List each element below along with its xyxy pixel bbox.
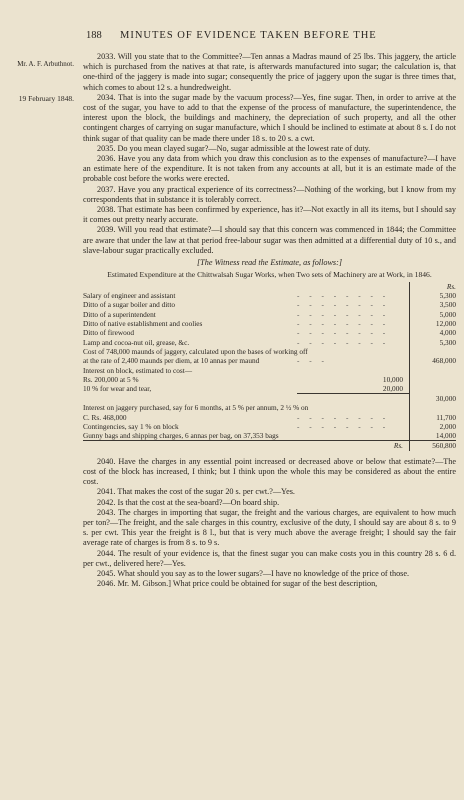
margin-date: 19 February 1848.: [18, 94, 74, 103]
row-value: 10,000: [382, 374, 403, 384]
question-2039: 2039. Will you read that estimate?—I should say that this concern was commenced in 1844; the Committee are aware that under the law at that period free-labour sugar was then admitted at a differential duty of 10 s., and slave-labour sugar practically excluded.: [83, 225, 456, 255]
row-label: Contingencies, say 1 % on block: [83, 421, 179, 431]
table-row: Lamp and cocoa-nut oil, grease, &c. - - - - - - - - 5,300: [83, 337, 456, 347]
question-2044: 2044. The result of your evidence is, that the finest sugar you can make costs you in this country 28 s. 6 d. per cwt., delivered here?—Yes.: [83, 548, 456, 568]
table-row: [83, 394, 456, 403]
table-row: Salary of engineer and assistant - - - - - - - - 5,300: [83, 291, 456, 301]
table-row: [83, 282, 456, 291]
row-label: Interest on block, estimated to cost—: [83, 365, 193, 375]
unit-header: Rs.: [410, 282, 457, 291]
row-amount: 5,000: [410, 310, 457, 319]
page-number: 188: [86, 30, 102, 41]
question-2042: 2042. Is that the cost at the sea-board?—On board ship.: [97, 497, 280, 507]
row-amount: 5,300: [410, 338, 457, 347]
reading-note: [The Witness read the Estimate, as follows:]: [196, 258, 343, 268]
question-2033: 2033. Will you state that to the Committee?—Ten annas a Madras maund of 25 lbs. This jaggery, the article which is purchased from the natives at that rate, is afterwards manufactured into sugar; the calculation is, that one-third of the jaggery is made into sugar; consequently the price of jaggery upon the sugar is three times that, which comes to about 12 s. a hundredweight.: [83, 52, 456, 92]
row-label: Lamp and cocoa-nut oil, grease, &c.: [83, 337, 190, 347]
question-2035: 2035. Do you mean clayed sugar?—No, sugar admissible at the lowest rate of duty.: [97, 143, 371, 153]
table-row: [83, 366, 456, 375]
row-amount: 468,000: [410, 356, 457, 365]
table-row: [83, 375, 456, 384]
page-title: MINUTES OF EVIDENCE TAKEN BEFORE THE: [120, 30, 377, 41]
row-label: Gunny bags and shipping charges, 6 annas per bag, on 37,353 bags: [83, 431, 279, 441]
table-row: [83, 384, 456, 394]
question-2043: 2043. The charges in importing that sugar, the freight and the various charges, are equivalent to how much per ton?—The freight, and the sale charges in this country, exclusive of the duty, I should say are about 8 s. to 9 s. per cwt. This year the freight is 8 l., but that is very much above the average freight; I should say the fair average rate of charges is from 8 s. to 9 s.: [83, 507, 456, 548]
row-label: Ditto of native establishment and coolies: [83, 319, 203, 329]
row-amount: 30,000: [410, 394, 457, 403]
table-row: Contingencies, say 1 % on block - - - - - - - - 2,000: [83, 421, 456, 431]
total-amount: 560,800: [410, 441, 457, 451]
row-label: Ditto of firewood: [83, 328, 135, 338]
margin-witness: Mr. A. F. Arbuthnot.: [17, 60, 74, 68]
row-value: 20,000: [297, 384, 410, 394]
question-2041: 2041. That makes the cost of the sugar 20 s. per cwt.?—Yes.: [97, 487, 295, 497]
table-row: [83, 347, 456, 356]
table-row: Ditto of firewood - - - - - - - - 4,000: [83, 328, 456, 338]
row-label: Ditto of a sugar boiler and ditto: [83, 300, 176, 310]
estimate-title: Estimated Expenditure at the Chittwalsah Sugar Works, when Two sets of Machinery are at Work, in 1846.: [107, 270, 432, 280]
total-row: [83, 441, 456, 451]
question-2038: 2038. That estimate has been confirmed by experience, has it?—Not exactly in all its items, but I should say it comes out pretty nearly accurate.: [83, 205, 456, 225]
table-row: Ditto of a superintendent - - - - - - - - 5,000: [83, 309, 456, 319]
row-label: Interest on jaggery purchased, say for 6 months, at 5 % per annum, 2 ½ % on: [83, 403, 309, 413]
estimate-table: [83, 282, 456, 451]
row-label: 10 % for wear and tear,: [83, 384, 152, 394]
row-amount: 12,000: [410, 319, 457, 328]
row-label: C. Rs. 468,000: [83, 412, 127, 422]
row-amount: 11,700: [410, 413, 457, 422]
row-amount: 2,000: [410, 422, 457, 431]
row-amount: 5,300: [410, 291, 457, 300]
evidence-body: [83, 52, 456, 589]
question-2037: 2037. Have you any practical experience of its correctness?—Nothing of the working, but I know from my correspondents that in substance it is tolerably correct.: [83, 184, 456, 204]
question-2045: 2045. What should you say as to the lower sugars?—I have no knowledge of the price of those.: [97, 568, 410, 578]
row-amount: 3,500: [410, 300, 457, 309]
table-row: [83, 403, 456, 412]
table-row: Ditto of native establishment and coolies - - - - - - - - 12,000: [83, 319, 456, 329]
table-row: at the rate of 2,400 maunds per diem, at 10 annas per maund - - - 468,000: [83, 356, 456, 366]
row-label: Cost of 748,000 maunds of jaggery, calculated upon the bases of working off: [83, 346, 308, 356]
table-row: Ditto of a sugar boiler and ditto - - - - - - - - 3,500: [83, 300, 456, 310]
question-2036: 2036. Have you any data from which you draw this conclusion as to the expenses of manufacture?—I have an estimate here of the expenditure. It is not taken from any accounts at all, but it is an estimate made of the probable cost before the works were erected.: [83, 154, 456, 184]
row-label: Rs. 200,000 at 5 %: [83, 374, 139, 384]
question-2034: 2034. That is into the sugar made by the vacuum process?—Yes, fine sugar. Then, in order to arrive at the cost of the sugar, you have to add to that the expense of the process of manufacture, the superintendence, the interest upon the block, the buildings and machinery, the depreciation of such property, and all the other contingent charges of carrying on sugar manufacture, which I should be inclined to estimate at about 8 s. I do not think sugar of that quality can be made there under 18 s. to 20 s. a cwt.: [83, 92, 456, 143]
total-unit: Rs.: [297, 441, 410, 451]
table-row: [83, 431, 456, 441]
table-row: C. Rs. 468,000 - - - - - - - - 11,700: [83, 412, 456, 422]
question-2040: 2040. Have the charges in any essential point increased or decreased above or below that estimate?—The cost of the block has increased, I think; but I think upon the whole this may be considered as about the entire cost.: [83, 456, 456, 487]
row-amount: 4,000: [410, 328, 457, 337]
row-label: at the rate of 2,400 maunds per diem, at 10 annas per maund: [83, 356, 260, 366]
row-label: Ditto of a superintendent: [83, 309, 156, 319]
row-label: Salary of engineer and assistant: [83, 291, 176, 301]
question-2046: 2046. Mr. M. Gibson.] What price could be obtained for sugar of the best description,: [97, 579, 378, 589]
row-amount: 14,000: [410, 431, 457, 441]
evidence-continued: [83, 457, 456, 590]
